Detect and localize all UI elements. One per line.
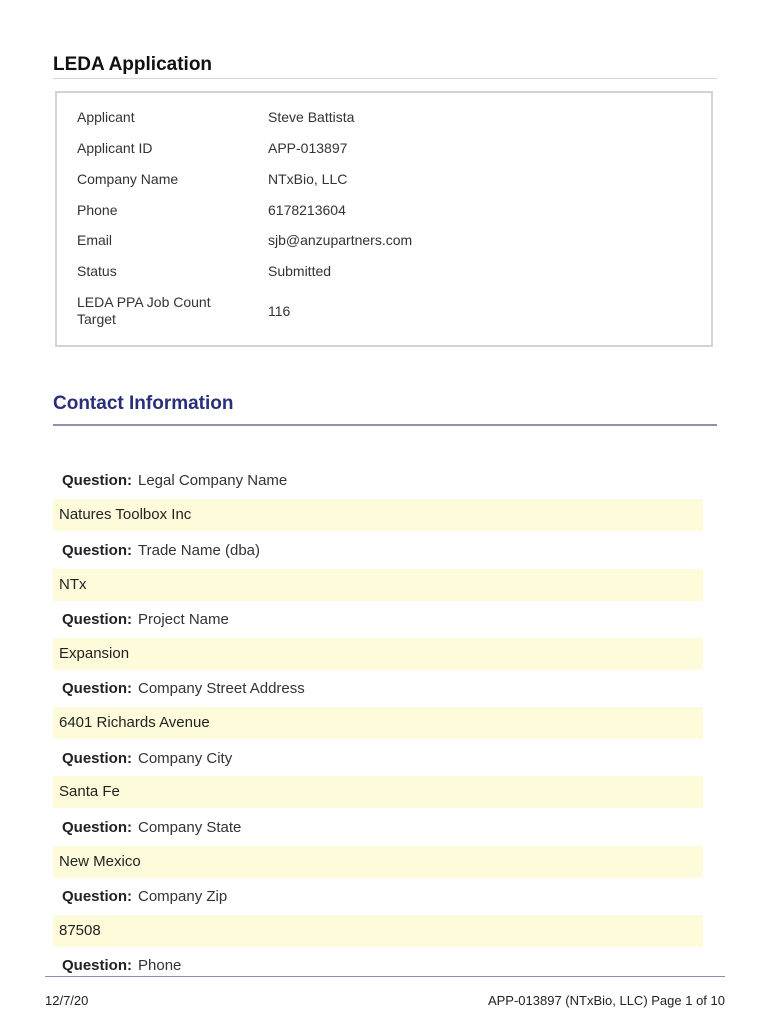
- question-label: Question:: [62, 888, 132, 905]
- question-label: Question:: [62, 680, 132, 697]
- footer-date: 12/7/20: [45, 993, 89, 1008]
- summary-value: 6178213604: [268, 202, 346, 218]
- question-row: [62, 819, 702, 837]
- question-label: Question:: [62, 750, 132, 767]
- summary-value: Submitted: [268, 263, 332, 279]
- question-label: Question:: [62, 542, 132, 559]
- section-divider: [53, 424, 717, 426]
- answer-field: 6401 Richards Avenue: [53, 707, 703, 739]
- question-label: Question:: [62, 957, 132, 974]
- summary-value: Steve Battista: [268, 109, 355, 125]
- answer-field: 87508: [53, 915, 703, 947]
- question-label: Question:: [62, 472, 132, 489]
- summary-value: APP-013897: [268, 140, 348, 156]
- summary-label: Status: [77, 263, 117, 279]
- applicant-summary-box: [55, 91, 713, 347]
- question-text: Company City: [138, 750, 233, 767]
- answer-field: New Mexico: [53, 846, 703, 878]
- summary-value: NTxBio, LLC: [268, 171, 348, 187]
- answer-field: Natures Toolbox Inc: [53, 499, 703, 531]
- question-row: [62, 611, 702, 629]
- answer-field: Santa Fe: [53, 776, 703, 808]
- question-text: Phone: [138, 957, 182, 974]
- question-row: [62, 957, 702, 975]
- summary-value: sjb@anzupartners.com: [268, 232, 413, 248]
- summary-label: Email: [77, 232, 113, 248]
- question-label: Question:: [62, 819, 132, 836]
- answer-field: NTx: [53, 569, 703, 601]
- footer-divider: [45, 976, 725, 977]
- summary-value: 116: [268, 303, 291, 319]
- section-title: Contact Information: [53, 393, 234, 414]
- summary-label: Company Name: [77, 171, 179, 187]
- question-row: [62, 750, 702, 768]
- question-label: Question:: [62, 611, 132, 628]
- question-text: Legal Company Name: [138, 472, 288, 489]
- summary-label: Phone: [77, 202, 118, 218]
- answer-field: Expansion: [53, 638, 703, 670]
- question-text: Company Zip: [138, 888, 228, 905]
- question-text: Project Name: [138, 611, 229, 628]
- summary-label: Applicant: [77, 109, 135, 125]
- question-row: [62, 680, 702, 698]
- summary-label: LEDA PPA Job Count Target: [77, 294, 211, 327]
- footer-page-info: APP-013897 (NTxBio, LLC) Page 1 of 10: [487, 993, 725, 1008]
- page-title: LEDA Application: [53, 54, 717, 79]
- question-row: [62, 888, 702, 906]
- question-row: [62, 472, 702, 490]
- question-text: Company Street Address: [138, 680, 305, 697]
- summary-label: Applicant ID: [77, 140, 153, 156]
- question-text: Trade Name (dba): [138, 542, 260, 559]
- question-text: Company State: [138, 819, 242, 836]
- question-row: [62, 542, 702, 560]
